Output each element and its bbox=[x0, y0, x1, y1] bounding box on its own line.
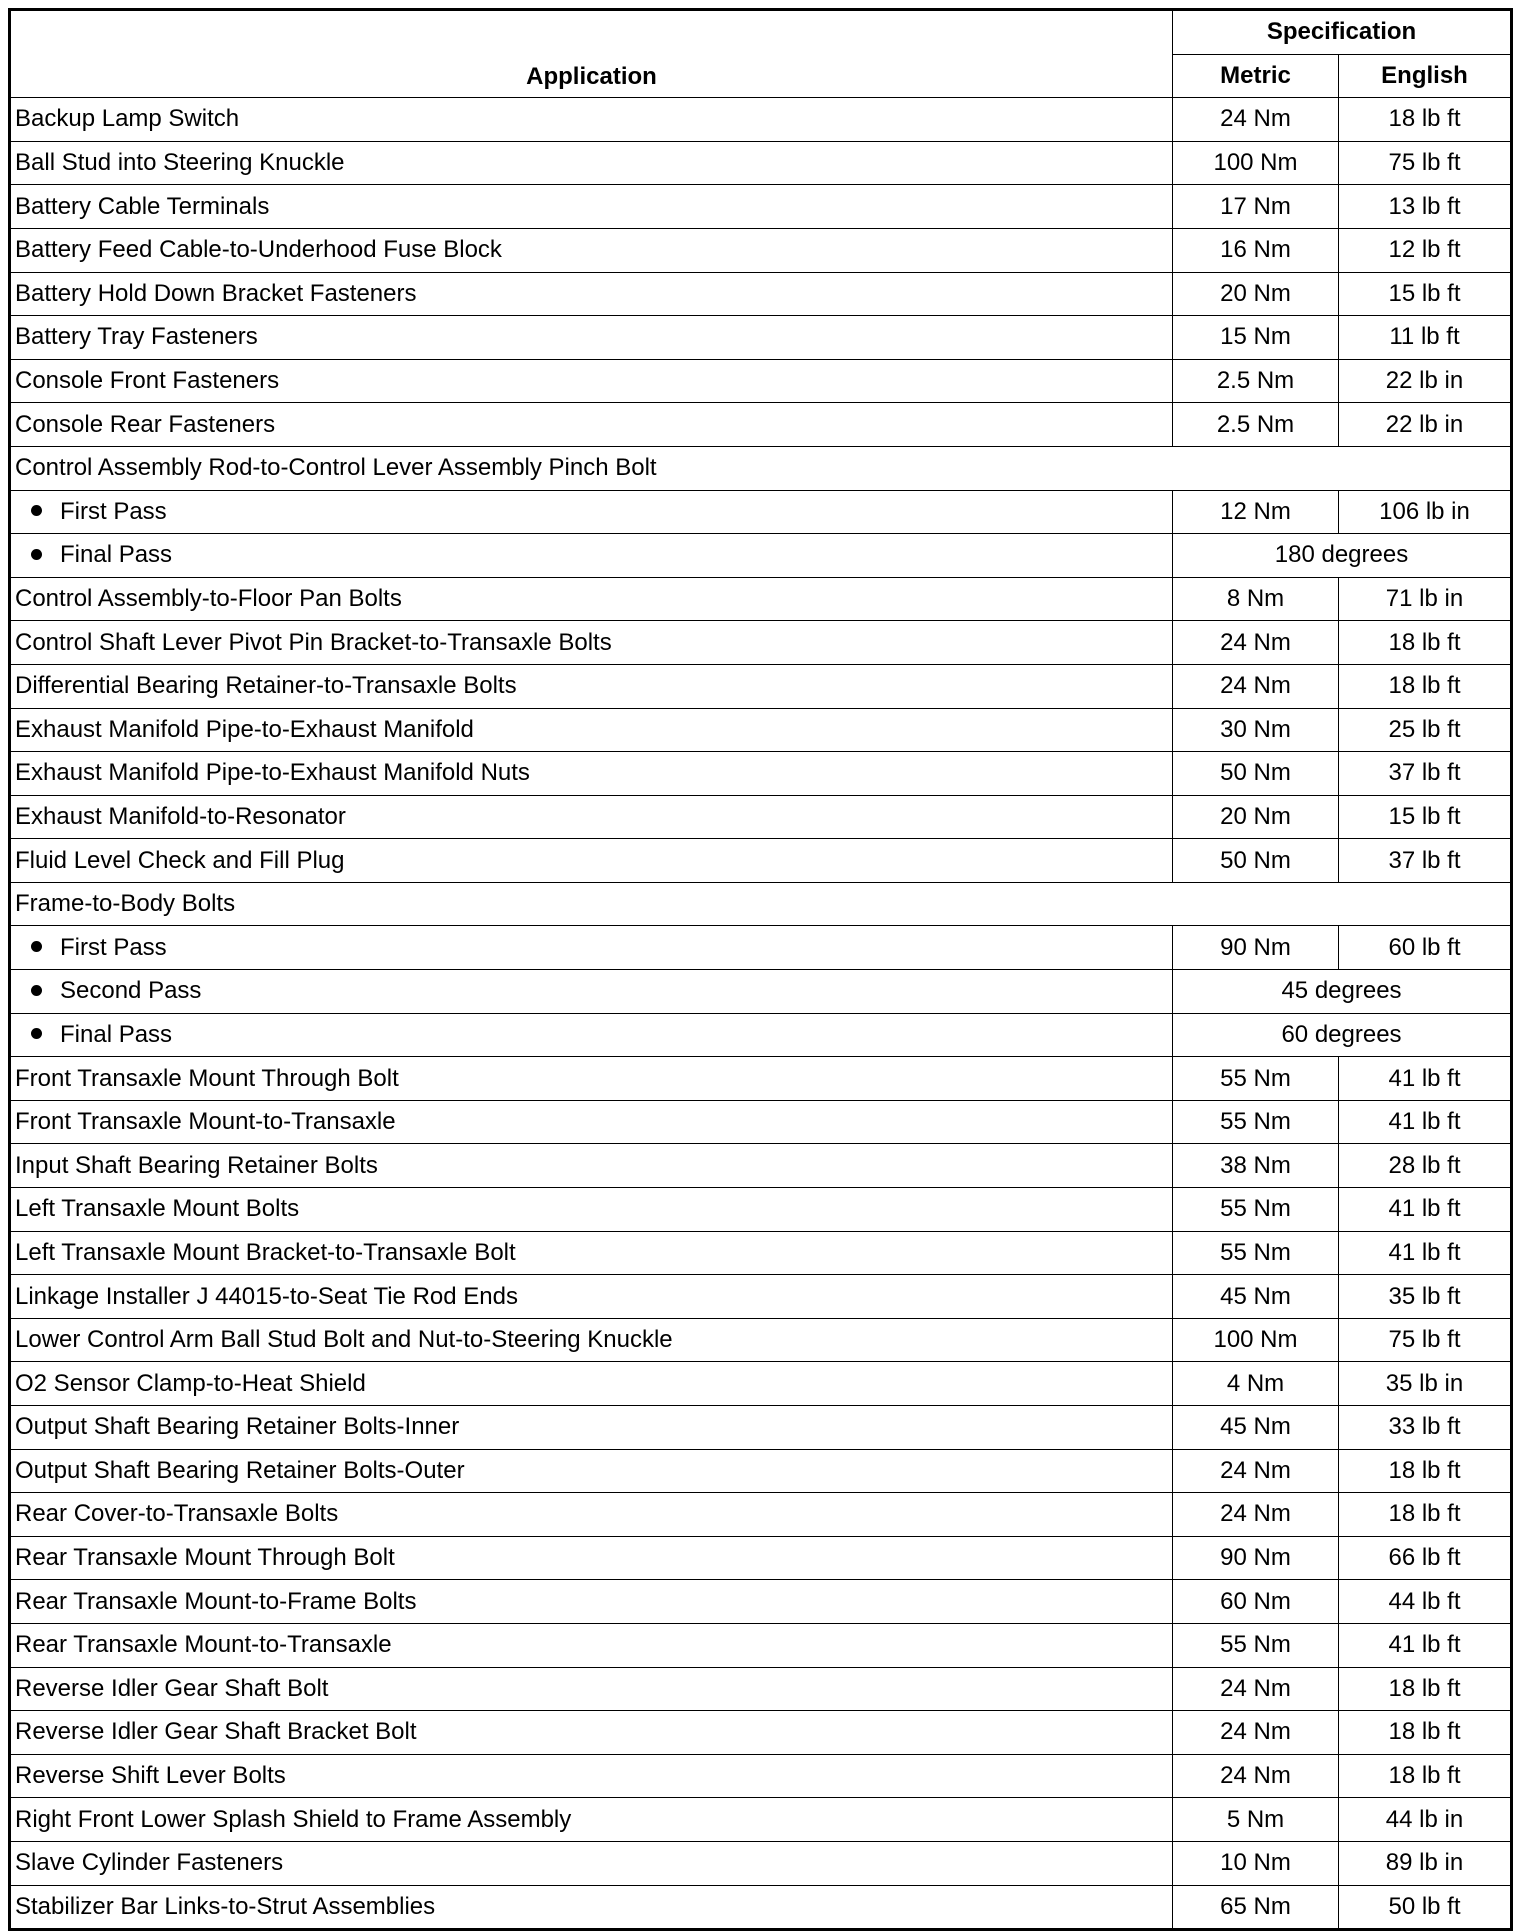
application-cell: Front Transaxle Mount-to-Transaxle bbox=[10, 1100, 1173, 1144]
english-cell: 18 lb ft bbox=[1339, 1449, 1512, 1493]
english-cell: 18 lb ft bbox=[1339, 1667, 1512, 1711]
bullet-icon bbox=[31, 1028, 42, 1039]
application-cell: Linkage Installer J 44015-to-Seat Tie Rod Ends bbox=[10, 1275, 1173, 1319]
application-cell: Stabilizer Bar Links-to-Strut Assemblies bbox=[10, 1885, 1173, 1930]
sub-application-cell bbox=[10, 926, 1173, 970]
metric-cell: 30 Nm bbox=[1173, 708, 1339, 752]
english-cell: 13 lb ft bbox=[1339, 185, 1512, 229]
table-row bbox=[10, 446, 1512, 490]
english-cell: 18 lb ft bbox=[1339, 1711, 1512, 1755]
english-cell: 75 lb ft bbox=[1339, 141, 1512, 185]
application-cell: Exhaust Manifold-to-Resonator bbox=[10, 795, 1173, 839]
table-row bbox=[10, 141, 1512, 185]
english-cell: 15 lb ft bbox=[1339, 795, 1512, 839]
application-label: First Pass bbox=[60, 497, 167, 525]
application-cell: Control Shaft Lever Pivot Pin Bracket-to-Transaxle Bolts bbox=[10, 621, 1173, 665]
application-cell: Reverse Shift Lever Bolts bbox=[10, 1754, 1173, 1798]
application-label: Final Pass bbox=[60, 541, 173, 569]
group-application-cell: Control Assembly Rod-to-Control Lever Assembly Pinch Bolt bbox=[10, 446, 1512, 490]
application-label: Final Pass bbox=[60, 1020, 173, 1048]
english-cell: 18 lb ft bbox=[1339, 664, 1512, 708]
table-row bbox=[10, 1362, 1512, 1406]
table-row bbox=[10, 752, 1512, 796]
application-cell: Lower Control Arm Ball Stud Bolt and Nut-to-Steering Knuckle bbox=[10, 1318, 1173, 1362]
metric-cell: 2.5 Nm bbox=[1173, 359, 1339, 403]
english-cell: 15 lb ft bbox=[1339, 272, 1512, 316]
table-row bbox=[10, 185, 1512, 229]
metric-cell: 20 Nm bbox=[1173, 272, 1339, 316]
metric-cell: 90 Nm bbox=[1173, 1536, 1339, 1580]
english-cell: 106 lb in bbox=[1339, 490, 1512, 534]
english-cell: 66 lb ft bbox=[1339, 1536, 1512, 1580]
table-row bbox=[10, 1406, 1512, 1450]
application-cell: Right Front Lower Splash Shield to Frame Assembly bbox=[10, 1798, 1173, 1842]
table-row bbox=[10, 621, 1512, 665]
english-cell: 37 lb ft bbox=[1339, 839, 1512, 883]
table-row bbox=[10, 1623, 1512, 1667]
table-row bbox=[10, 1188, 1512, 1232]
metric-cell: 4 Nm bbox=[1173, 1362, 1339, 1406]
english-cell: 44 lb in bbox=[1339, 1798, 1512, 1842]
application-cell: Rear Cover-to-Transaxle Bolts bbox=[10, 1493, 1173, 1537]
metric-cell: 100 Nm bbox=[1173, 141, 1339, 185]
table-row bbox=[10, 1493, 1512, 1537]
metric-cell: 55 Nm bbox=[1173, 1623, 1339, 1667]
metric-cell: 24 Nm bbox=[1173, 664, 1339, 708]
bullet-icon bbox=[31, 549, 42, 560]
metric-cell: 17 Nm bbox=[1173, 185, 1339, 229]
header-row-top bbox=[10, 10, 1512, 55]
english-cell: 22 lb in bbox=[1339, 403, 1512, 447]
application-cell: Console Rear Fasteners bbox=[10, 403, 1173, 447]
table-row bbox=[10, 708, 1512, 752]
english-cell: 33 lb ft bbox=[1339, 1406, 1512, 1450]
table-row bbox=[10, 795, 1512, 839]
table-row bbox=[10, 1144, 1512, 1188]
table-row bbox=[10, 228, 1512, 272]
english-cell: 41 lb ft bbox=[1339, 1188, 1512, 1232]
combined-spec-cell: 45 degrees bbox=[1173, 970, 1512, 1014]
table-row bbox=[10, 98, 1512, 142]
bullet-icon bbox=[31, 505, 42, 516]
metric-cell: 24 Nm bbox=[1173, 1449, 1339, 1493]
application-cell: Fluid Level Check and Fill Plug bbox=[10, 839, 1173, 883]
table-row bbox=[10, 316, 1512, 360]
application-cell: Battery Feed Cable-to-Underhood Fuse Block bbox=[10, 228, 1173, 272]
metric-cell: 50 Nm bbox=[1173, 839, 1339, 883]
metric-cell: 55 Nm bbox=[1173, 1057, 1339, 1101]
application-cell: Output Shaft Bearing Retainer Bolts-Inner bbox=[10, 1406, 1173, 1450]
application-header: Application bbox=[10, 10, 1173, 98]
english-cell: 89 lb in bbox=[1339, 1841, 1512, 1885]
english-cell: 18 lb ft bbox=[1339, 621, 1512, 665]
english-cell: 44 lb ft bbox=[1339, 1580, 1512, 1624]
torque-spec-table bbox=[8, 8, 1513, 1931]
combined-spec-cell: 60 degrees bbox=[1173, 1013, 1512, 1057]
application-cell: Front Transaxle Mount Through Bolt bbox=[10, 1057, 1173, 1101]
metric-cell: 24 Nm bbox=[1173, 1754, 1339, 1798]
metric-cell: 8 Nm bbox=[1173, 577, 1339, 621]
metric-cell: 24 Nm bbox=[1173, 1667, 1339, 1711]
english-header: English bbox=[1339, 54, 1512, 98]
application-label: First Pass bbox=[60, 933, 167, 961]
table-row bbox=[10, 1798, 1512, 1842]
table-row bbox=[10, 1231, 1512, 1275]
table-row bbox=[10, 1667, 1512, 1711]
table-row bbox=[10, 359, 1512, 403]
application-cell: Slave Cylinder Fasteners bbox=[10, 1841, 1173, 1885]
metric-cell: 55 Nm bbox=[1173, 1231, 1339, 1275]
metric-cell: 15 Nm bbox=[1173, 316, 1339, 360]
table-row bbox=[10, 1536, 1512, 1580]
application-cell: Battery Tray Fasteners bbox=[10, 316, 1173, 360]
specification-header: Specification bbox=[1173, 10, 1512, 55]
metric-cell: 55 Nm bbox=[1173, 1188, 1339, 1232]
english-cell: 71 lb in bbox=[1339, 577, 1512, 621]
combined-spec-cell: 180 degrees bbox=[1173, 534, 1512, 578]
metric-cell: 50 Nm bbox=[1173, 752, 1339, 796]
table-header bbox=[10, 10, 1512, 98]
table-row bbox=[10, 1318, 1512, 1362]
table-row bbox=[10, 970, 1512, 1014]
application-cell: Battery Hold Down Bracket Fasteners bbox=[10, 272, 1173, 316]
bullet-icon bbox=[31, 985, 42, 996]
table-row bbox=[10, 664, 1512, 708]
application-cell: Exhaust Manifold Pipe-to-Exhaust Manifold bbox=[10, 708, 1173, 752]
sub-application-cell bbox=[10, 1013, 1173, 1057]
english-cell: 25 lb ft bbox=[1339, 708, 1512, 752]
english-cell: 18 lb ft bbox=[1339, 1754, 1512, 1798]
table-row bbox=[10, 1885, 1512, 1930]
table-row bbox=[10, 1057, 1512, 1101]
application-cell: Exhaust Manifold Pipe-to-Exhaust Manifold Nuts bbox=[10, 752, 1173, 796]
english-cell: 41 lb ft bbox=[1339, 1100, 1512, 1144]
table-row bbox=[10, 577, 1512, 621]
table-row bbox=[10, 1275, 1512, 1319]
application-cell: Rear Transaxle Mount-to-Transaxle bbox=[10, 1623, 1173, 1667]
application-cell: Backup Lamp Switch bbox=[10, 98, 1173, 142]
metric-cell: 24 Nm bbox=[1173, 1711, 1339, 1755]
metric-cell: 55 Nm bbox=[1173, 1100, 1339, 1144]
application-cell: Battery Cable Terminals bbox=[10, 185, 1173, 229]
metric-cell: 100 Nm bbox=[1173, 1318, 1339, 1362]
table-row bbox=[10, 882, 1512, 926]
metric-cell: 60 Nm bbox=[1173, 1580, 1339, 1624]
metric-cell: 45 Nm bbox=[1173, 1275, 1339, 1319]
application-cell: Rear Transaxle Mount Through Bolt bbox=[10, 1536, 1173, 1580]
table-row bbox=[10, 1754, 1512, 1798]
english-cell: 35 lb in bbox=[1339, 1362, 1512, 1406]
sub-application-cell bbox=[10, 490, 1173, 534]
metric-cell: 2.5 Nm bbox=[1173, 403, 1339, 447]
english-cell: 41 lb ft bbox=[1339, 1231, 1512, 1275]
english-cell: 41 lb ft bbox=[1339, 1623, 1512, 1667]
english-cell: 41 lb ft bbox=[1339, 1057, 1512, 1101]
application-cell: Left Transaxle Mount Bolts bbox=[10, 1188, 1173, 1232]
application-cell: Control Assembly-to-Floor Pan Bolts bbox=[10, 577, 1173, 621]
sub-application-cell bbox=[10, 970, 1173, 1014]
application-cell: Input Shaft Bearing Retainer Bolts bbox=[10, 1144, 1173, 1188]
application-label: Second Pass bbox=[60, 977, 202, 1005]
table-row bbox=[10, 1449, 1512, 1493]
table-row bbox=[10, 839, 1512, 883]
bullet-icon bbox=[31, 941, 42, 952]
metric-cell: 24 Nm bbox=[1173, 621, 1339, 665]
metric-cell: 24 Nm bbox=[1173, 1493, 1339, 1537]
metric-cell: 65 Nm bbox=[1173, 1885, 1339, 1930]
table-row bbox=[10, 1013, 1512, 1057]
application-cell: Ball Stud into Steering Knuckle bbox=[10, 141, 1173, 185]
english-cell: 35 lb ft bbox=[1339, 1275, 1512, 1319]
table-body bbox=[10, 98, 1512, 1930]
english-cell: 22 lb in bbox=[1339, 359, 1512, 403]
table-row bbox=[10, 1100, 1512, 1144]
application-cell: Output Shaft Bearing Retainer Bolts-Outer bbox=[10, 1449, 1173, 1493]
metric-cell: 5 Nm bbox=[1173, 1798, 1339, 1842]
application-cell: Reverse Idler Gear Shaft Bracket Bolt bbox=[10, 1711, 1173, 1755]
sub-application-cell bbox=[10, 534, 1173, 578]
english-cell: 12 lb ft bbox=[1339, 228, 1512, 272]
metric-cell: 16 Nm bbox=[1173, 228, 1339, 272]
application-cell: O2 Sensor Clamp-to-Heat Shield bbox=[10, 1362, 1173, 1406]
table-row bbox=[10, 403, 1512, 447]
english-cell: 37 lb ft bbox=[1339, 752, 1512, 796]
group-application-cell: Frame-to-Body Bolts bbox=[10, 882, 1512, 926]
metric-cell: 24 Nm bbox=[1173, 98, 1339, 142]
metric-cell: 38 Nm bbox=[1173, 1144, 1339, 1188]
application-cell: Reverse Idler Gear Shaft Bolt bbox=[10, 1667, 1173, 1711]
table-row bbox=[10, 926, 1512, 970]
table-row bbox=[10, 1711, 1512, 1755]
table-row bbox=[10, 1580, 1512, 1624]
metric-cell: 45 Nm bbox=[1173, 1406, 1339, 1450]
english-cell: 60 lb ft bbox=[1339, 926, 1512, 970]
table-row bbox=[10, 272, 1512, 316]
english-cell: 28 lb ft bbox=[1339, 1144, 1512, 1188]
english-cell: 75 lb ft bbox=[1339, 1318, 1512, 1362]
application-cell: Left Transaxle Mount Bracket-to-Transaxle Bolt bbox=[10, 1231, 1173, 1275]
metric-cell: 10 Nm bbox=[1173, 1841, 1339, 1885]
english-cell: 50 lb ft bbox=[1339, 1885, 1512, 1930]
english-cell: 18 lb ft bbox=[1339, 1493, 1512, 1537]
english-cell: 11 lb ft bbox=[1339, 316, 1512, 360]
application-cell: Differential Bearing Retainer-to-Transaxle Bolts bbox=[10, 664, 1173, 708]
metric-cell: 20 Nm bbox=[1173, 795, 1339, 839]
table-row bbox=[10, 1841, 1512, 1885]
english-cell: 18 lb ft bbox=[1339, 98, 1512, 142]
application-cell: Console Front Fasteners bbox=[10, 359, 1173, 403]
table-row bbox=[10, 490, 1512, 534]
metric-cell: 12 Nm bbox=[1173, 490, 1339, 534]
metric-header: Metric bbox=[1173, 54, 1339, 98]
metric-cell: 90 Nm bbox=[1173, 926, 1339, 970]
table-row bbox=[10, 534, 1512, 578]
application-cell: Rear Transaxle Mount-to-Frame Bolts bbox=[10, 1580, 1173, 1624]
